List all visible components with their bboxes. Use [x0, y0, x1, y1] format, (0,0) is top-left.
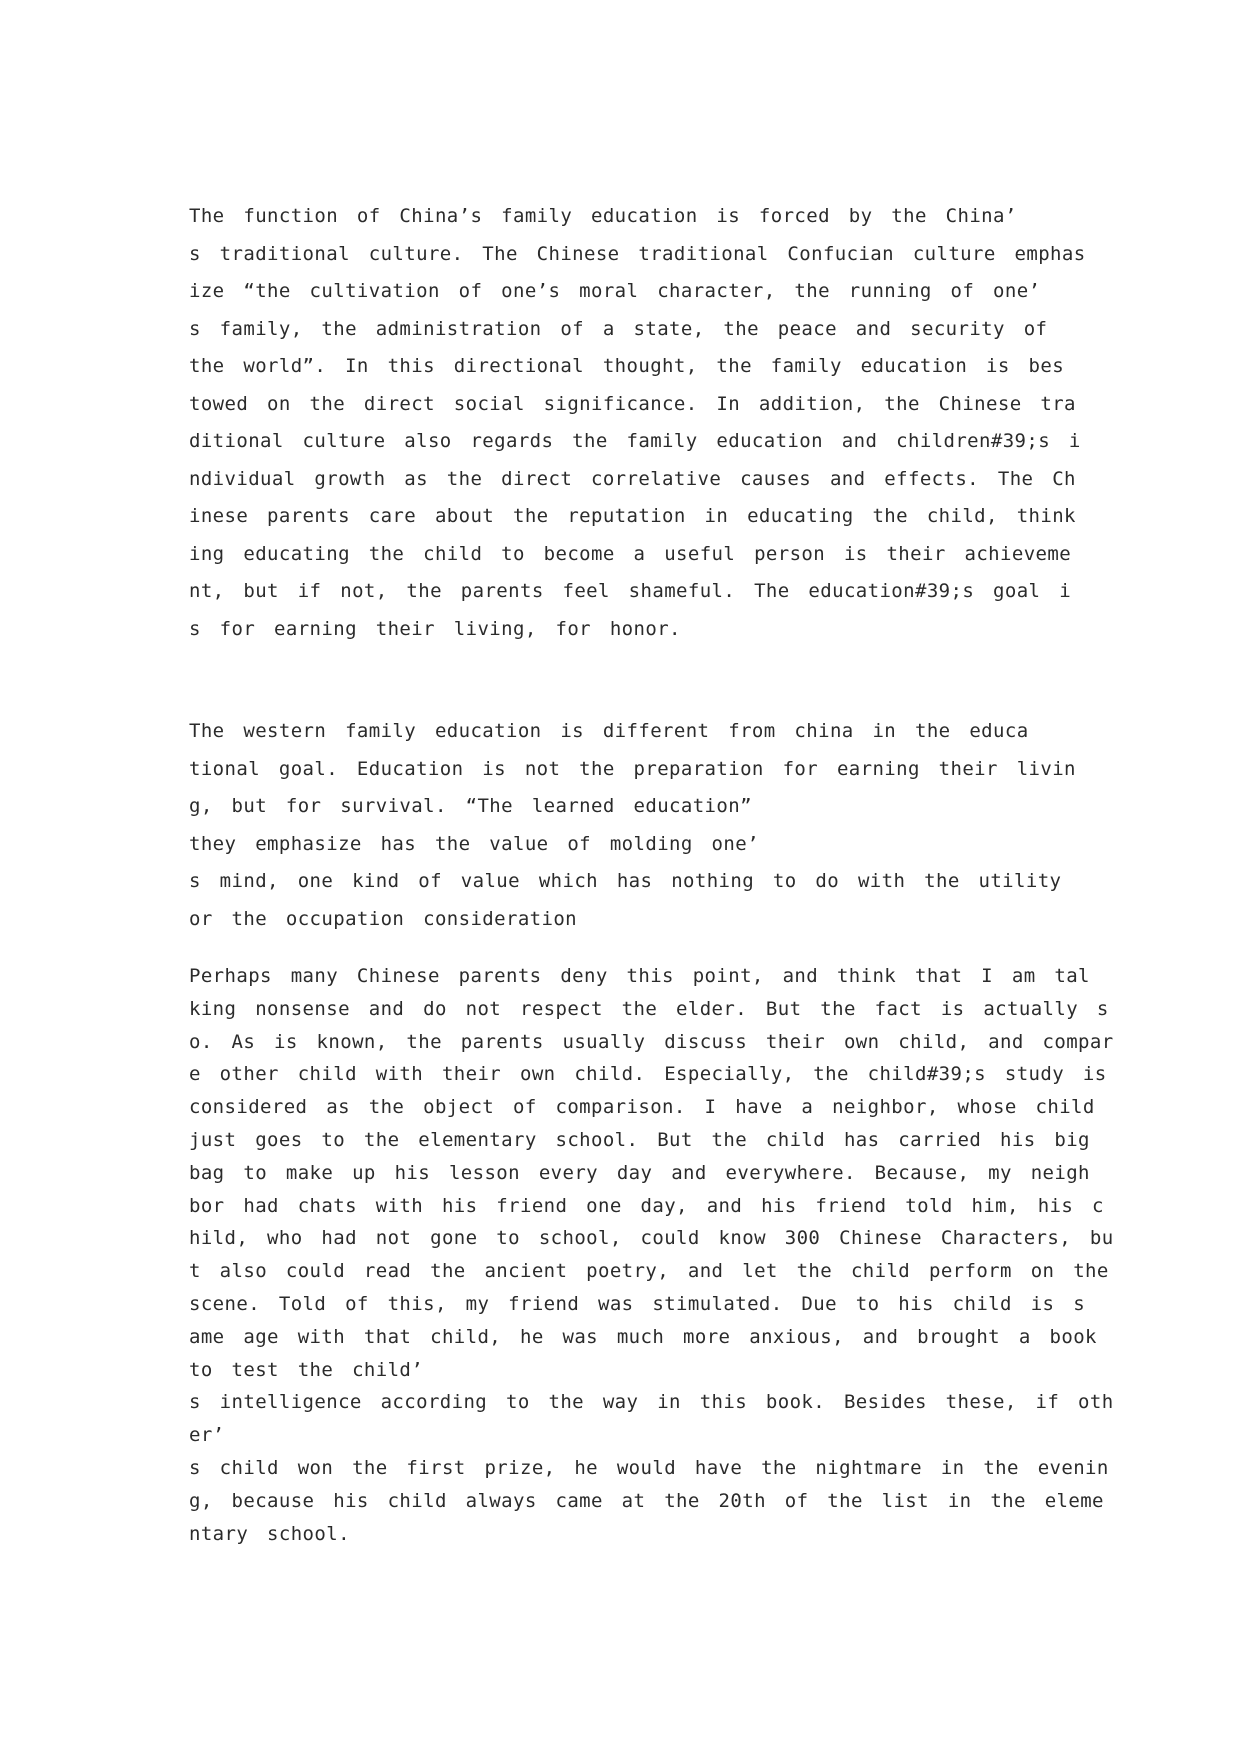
text-line: scene. Told of this, my friend was stimulated. Due to his child is s — [189, 1292, 1086, 1315]
text-line: they emphasize has the value of molding one’ — [189, 832, 759, 855]
text-line: s traditional culture. The Chinese traditional Confucian culture emphas — [189, 242, 1086, 265]
text-line: or the occupation consideration — [189, 907, 578, 930]
text-line: o. As is known, the parents usually discuss their own child, and compar — [189, 1030, 1114, 1053]
text-line: e other child with their own child. Especially, the child#39;s study is — [189, 1063, 1107, 1086]
text-line: nt, but if not, the parents feel shameful. The education#39;s goal i — [189, 580, 1072, 602]
text-line: king nonsense and do not respect the elder. But the fact is actually s — [189, 997, 1109, 1020]
text-line: ize “the cultivation of one’s moral character, the running of one’ — [189, 280, 1041, 302]
text-line: considered as the object of comparison. I have a neighbor, whose child — [189, 1096, 1095, 1119]
text-line: hild, who had not gone to school, could know 300 Chinese Characters, bu — [189, 1227, 1114, 1250]
text-line: Perhaps many Chinese parents deny this point, and think that I am tal — [189, 965, 1090, 987]
text-line: ntary school. — [189, 1522, 350, 1545]
text-line: bag to make up his lesson every day and everywhere. Because, my neigh — [189, 1161, 1090, 1184]
text-line: g, but for survival. “The learned education” — [189, 795, 752, 817]
text-line: ame age with that child, he was much more anxious, and brought a book — [189, 1325, 1097, 1348]
text-line: tional goal. Education is not the preparation for earning their livin — [189, 757, 1076, 780]
text-line: s family, the administration of a state, the peace and security of — [189, 317, 1048, 340]
text-line: The function of China’s family education is forced by the China’ — [189, 205, 1017, 227]
text-line: g, because his child always came at the 20th of the list in the eleme — [189, 1489, 1104, 1512]
text-line: ndividual growth as the direct correlative causes and effects. The Ch — [189, 467, 1076, 490]
paragraph-1 — [189, 198, 1086, 648]
text-line: s child won the first prize, he would have the nightmare in the evenin — [189, 1456, 1109, 1479]
paragraph-2 — [189, 713, 1076, 938]
text-line: the world”. In this directional thought, the family education is bes — [189, 355, 1065, 377]
text-line: bor had chats with his friend one day, and his friend told him, his c — [189, 1194, 1104, 1217]
text-line: s mind, one kind of value which has nothing to do with the utility — [189, 870, 1062, 892]
text-line: s intelligence according to the way in this book. Besides these, if oth — [189, 1391, 1114, 1414]
text-line: er’ — [189, 1424, 225, 1447]
paragraph-3 — [189, 960, 1114, 1550]
text-line: s for earning their living, for honor. — [189, 617, 681, 640]
text-line: to test the child’ — [189, 1358, 424, 1381]
text-line: The western family education is different from china in the educa — [189, 720, 1029, 742]
text-line: just goes to the elementary school. But the child has carried his big — [189, 1128, 1090, 1151]
text-line: t also could read the ancient poetry, and let the child perform on the — [189, 1260, 1109, 1283]
text-line: ing educating the child to become a useful person is their achieveme — [189, 542, 1072, 565]
text-line: ditional culture also regards the family education and children#39;s i — [189, 430, 1081, 452]
text-line: towed on the direct social significance. In addition, the Chinese tra — [189, 392, 1076, 415]
text-line: inese parents care about the reputation in educating the child, think — [189, 505, 1076, 527]
